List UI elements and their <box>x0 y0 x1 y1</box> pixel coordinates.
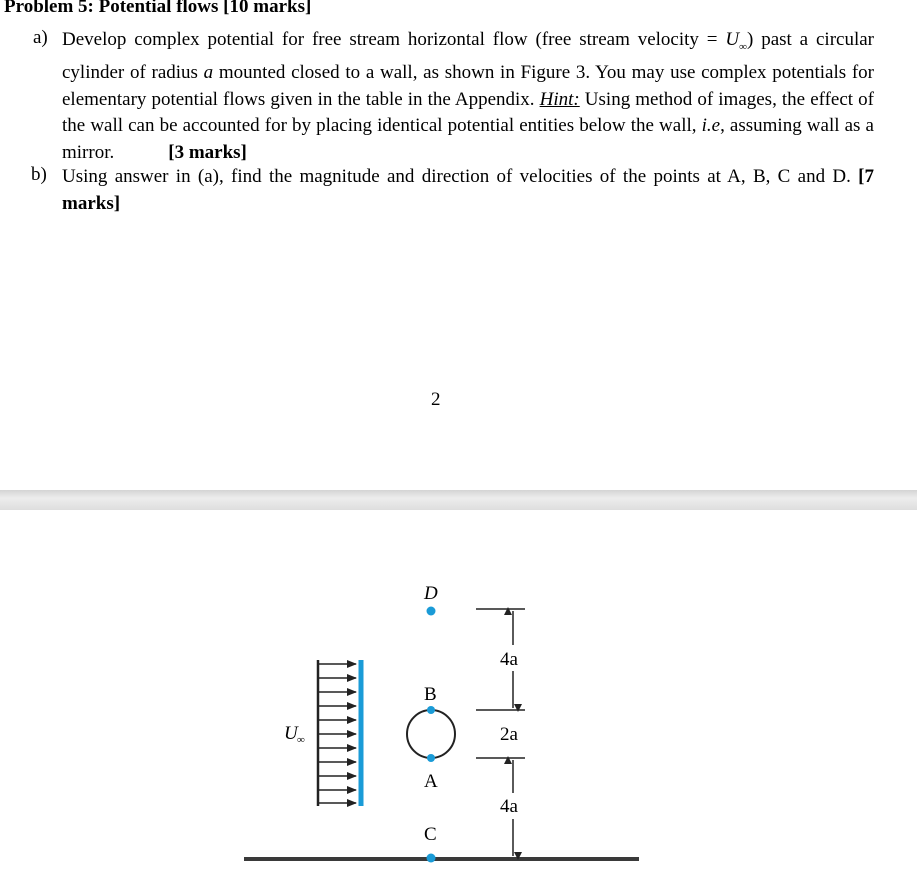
point-d-marker <box>427 607 436 616</box>
cylinder-circle <box>407 710 455 758</box>
point-c-marker <box>427 854 436 863</box>
part-b-text: Using answer in (a), find the magnitude and direction of velocities of the points at A, B, C and D. [7 marks] <box>62 166 874 214</box>
part-a-marks: [3 marks] <box>168 141 247 163</box>
freestream-symbol: U <box>284 723 298 744</box>
part-a-text: Develop complex potential for free stream horizontal flow (free stream velocity = $U_\infty$) past a circular cylinder of radius a mounted closed to a wall, as shown in Figure 3. You may use complex potentials for elementary potential flows given in the table in the Appendix. Hint: Using method of images, the effect of the wall can be accounted for by placing identical potential entities below the wall, i.e, assuming wall as a mirror. [3 marks] <box>62 29 875 163</box>
part-b-marks: [7 marks] <box>62 166 874 214</box>
dimension-upper: 4a <box>500 649 518 670</box>
page-separator <box>0 490 917 510</box>
point-a-marker <box>427 754 435 762</box>
point-b-marker <box>427 706 435 714</box>
wall <box>244 857 639 861</box>
part-a-label: a) <box>33 27 48 48</box>
freestream-profile <box>318 660 361 806</box>
point-c-label: C <box>424 824 437 845</box>
point-a-label: A <box>424 771 438 792</box>
hint-label: Hint: <box>539 88 580 110</box>
part-b-label: b) <box>31 164 47 185</box>
freestream-subscript: ∞ <box>297 734 305 746</box>
dimension-cylinder: 2a <box>500 724 518 745</box>
page-number: 2 <box>431 389 441 410</box>
point-b-label: B <box>424 684 437 705</box>
figure-diagram <box>0 510 917 872</box>
point-d-label: D <box>424 583 438 604</box>
figure-3 <box>0 510 917 872</box>
dimension-lower: 4a <box>500 796 518 817</box>
problem-title: Problem 5: Potential flows [10 marks] <box>4 0 312 17</box>
